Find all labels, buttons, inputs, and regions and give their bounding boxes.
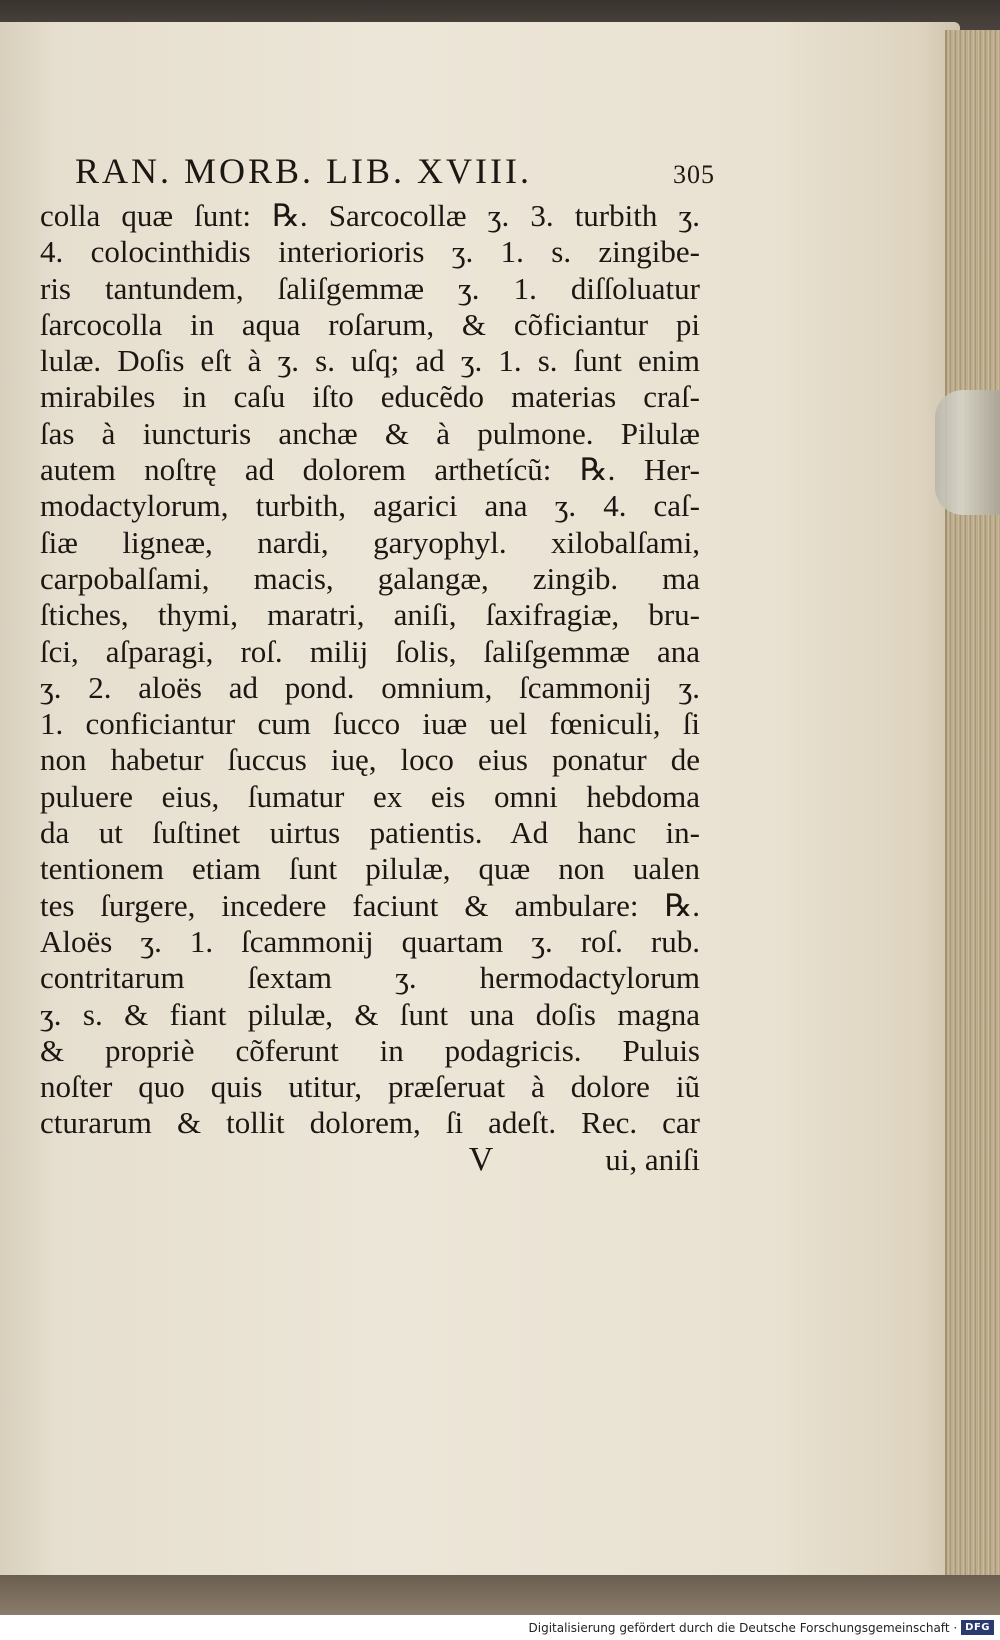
text-line: tes ſurgere, incedere faciunt & ambulare: ℞. (40, 887, 700, 923)
page-number: 305 (673, 160, 715, 189)
catchword: ui, aniſi (605, 1141, 700, 1177)
book-cover-bottom (0, 1575, 1000, 1615)
text-line: carpobalſami, macis, galangæ, zingib. ma (40, 560, 700, 596)
text-line: mirabiles in caſu iſto educẽdo materias craſ- (40, 379, 700, 415)
text-line: non habetur ſuccus iuę, loco eius ponatur de (40, 742, 700, 778)
page-edges (945, 30, 1000, 1590)
catchline (40, 1142, 700, 1178)
text-line: 1. conficiantur cum ſucco iuæ uel fœniculi, ſi (40, 706, 700, 742)
text-line: tentionem etiam ſunt pilulæ, quæ non ualen (40, 851, 700, 887)
text-line: ris tantundem, ſaliſgemmæ ʒ. 1. diſſoluatur (40, 270, 700, 306)
signature-mark: V (468, 1140, 494, 1178)
text-line: da ut ſuſtinet uirtus patientis. Ad hanc in- (40, 815, 700, 851)
text-line: ſiæ ligneæ, nardi, garyophyl. xilobalſami, (40, 524, 700, 560)
page-content (40, 150, 715, 1178)
dfg-logo-icon: DFG (961, 1620, 994, 1635)
text-line: ʒ. 2. aloës ad pond. omnium, ſcammonij ʒ. (40, 669, 700, 705)
text-line: 4. colocinthidis interiorioris ʒ. 1. s. zingibe- (40, 234, 700, 270)
text-line: modactylorum, turbith, agarici ana ʒ. 4. caſ- (40, 488, 700, 524)
text-line: cturarum & tollit dolorem, ſi adeſt. Rec. car (40, 1105, 700, 1141)
text-line: ſci, aſparagi, roſ. milij ſolis, ſaliſgemmæ ana (40, 633, 700, 669)
body-text (40, 198, 705, 1142)
text-line: ſtiches, thymi, maratri, aniſi, ſaxifragiæ, bru- (40, 597, 700, 633)
funding-credit: Digitalisierung gefördert durch die Deutsche Forschungsgemeinschaft · (528, 1620, 958, 1635)
running-head (75, 150, 715, 192)
text-line: noſter quo quis utitur, præſeruat à dolore iũ (40, 1069, 700, 1105)
text-line: ſarcocolla in aqua roſarum, & cõficiantur pi (40, 306, 700, 342)
text-line: colla quæ ſunt: ℞. Sarcocollæ ʒ. 3. turbith ʒ. (40, 198, 700, 233)
text-line: puluere eius, ſumatur ex eis omni hebdoma (40, 778, 700, 814)
text-line: & propriè cõferunt in podagricis. Puluis (40, 1032, 700, 1068)
bookmark-tab (935, 390, 1000, 515)
running-title: RAN. MORB. LIB. XVIII. (75, 151, 532, 191)
text-line: contritarum ſextam ʒ. hermodactylorum (40, 960, 700, 996)
text-line: autem noſtrę ad dolorem arthetícũ: ℞. Her- (40, 452, 700, 488)
text-line: Aloës ʒ. 1. ſcammonij quartam ʒ. roſ. rub. (40, 923, 700, 959)
text-line: ʒ. s. & fiant pilulæ, & ſunt una doſis magna (40, 996, 700, 1032)
text-line: lulæ. Doſis eſt à ʒ. s. uſq; ad ʒ. 1. s. ſunt enim (40, 343, 700, 379)
text-line: ſas à iuncturis anchæ & à pulmone. Pilulæ (40, 415, 700, 451)
digitization-footer (0, 1615, 1000, 1640)
